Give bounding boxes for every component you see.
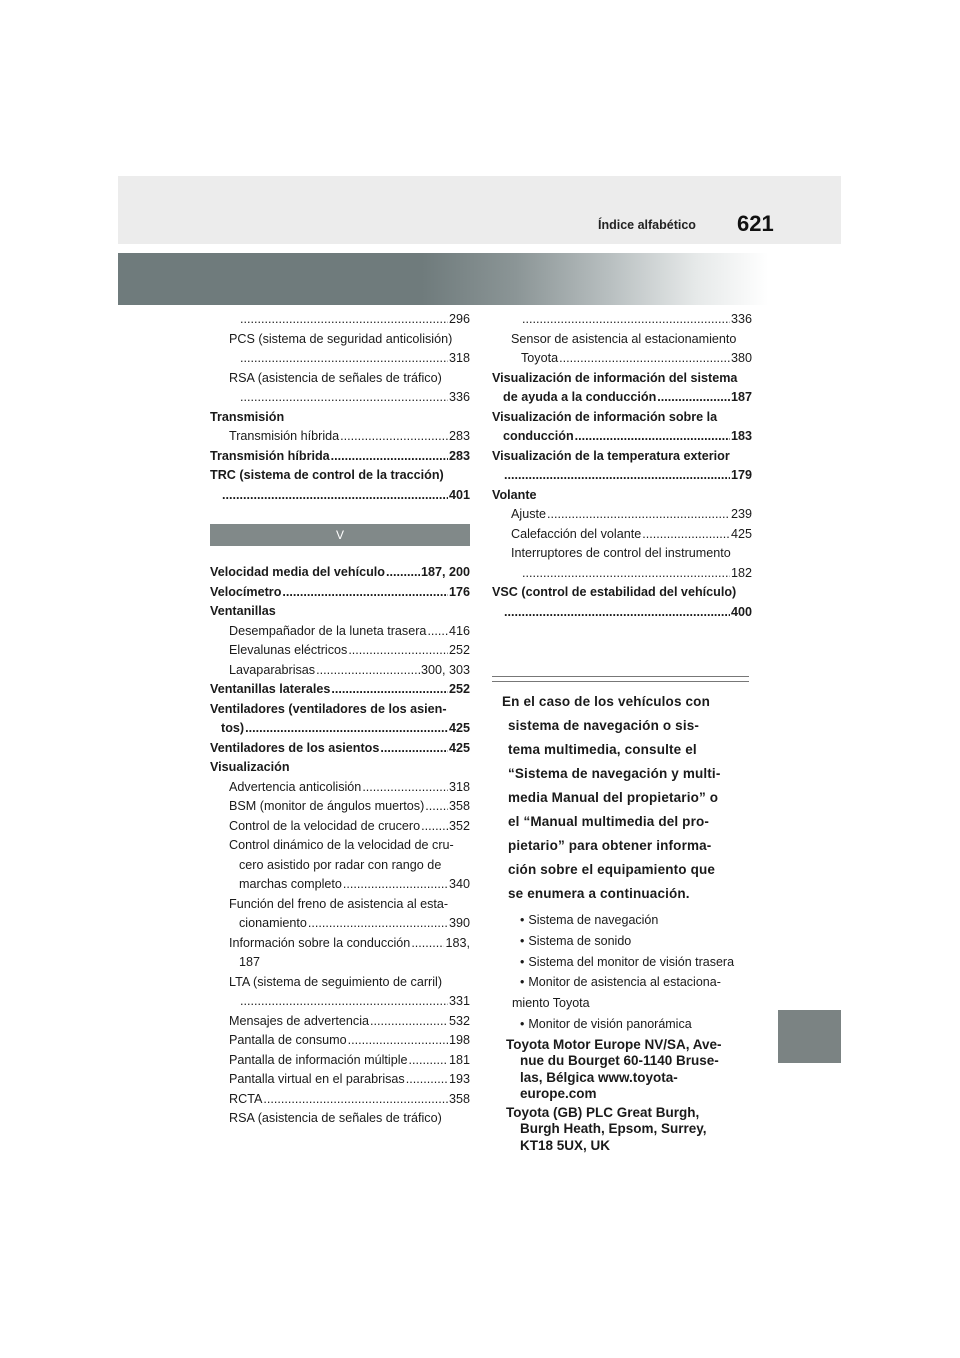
notes-lead-line: pietario” para obtener informa-: [508, 838, 712, 853]
index-entry: [210, 934, 470, 954]
bullet-text: Sistema del monitor de visión trasera: [528, 954, 735, 969]
dot-leader: [240, 992, 448, 1012]
index-entry-label: Toyota: [521, 351, 559, 365]
index-entry: [210, 719, 470, 739]
index-entry: Visualización de la temperatura exterior: [492, 448, 730, 463]
address-toyota-gb: [492, 1105, 754, 1155]
index-entry-label: Velocímetro: [210, 584, 282, 599]
index-entry: [210, 739, 470, 759]
dot-leader: [522, 564, 730, 584]
index-entry: [210, 563, 470, 583]
index-entry-page: 425: [448, 740, 470, 755]
index-entry: [210, 817, 470, 837]
index-entry: [210, 583, 470, 603]
address-line: Toyota Motor Europe NV/SA, Ave-: [506, 1036, 722, 1052]
index-entry-label: Lavaparabrisas: [229, 662, 316, 677]
index-entry: LTA (sistema de seguimiento de carril): [229, 974, 443, 989]
index-entry-page: 252: [448, 643, 470, 657]
dot-leader: [575, 427, 730, 447]
dot-leader: [380, 739, 448, 759]
dot-leader: [504, 603, 730, 623]
index-entry-label: Transmisión híbrida: [210, 448, 330, 463]
notes-divider: [492, 676, 749, 682]
index-entry-page: 380: [730, 351, 752, 365]
index-entry-page: 300, 303: [420, 662, 470, 677]
index-entry-label: Transmisión híbrida: [229, 429, 340, 443]
index-entry-page: 390: [448, 916, 470, 930]
address-line: Burgh Heath, Epsom, Surrey,: [520, 1121, 707, 1137]
index-entry: [492, 427, 752, 447]
index-entry-label: Pantalla de información múltiple: [229, 1052, 408, 1067]
index-entry: [492, 525, 752, 545]
index-entry-page: 358: [448, 799, 470, 813]
index-entry-page: 179: [730, 468, 752, 482]
index-entry-page: 340: [448, 877, 470, 891]
dot-leader: [362, 778, 448, 798]
index-entry-label: BSM (monitor de ángulos muertos): [229, 799, 425, 813]
index-entry: PCS (sistema de seguridad anticolisión): [229, 331, 453, 346]
index-entry-page: 336: [448, 390, 470, 404]
index-entry-label: Calefacción del volante: [511, 526, 642, 541]
dot-leader: [559, 349, 730, 369]
index-entry: Interruptores de control del instrumento: [511, 546, 731, 560]
index-entry: VSC (control de estabilidad del vehículo): [492, 585, 737, 599]
bullet-dot-icon: •: [520, 975, 525, 990]
index-entry-label: RCTA: [229, 1091, 263, 1106]
index-entry: [210, 641, 470, 661]
index-entry: [210, 447, 470, 467]
index-entry-page: 252: [448, 682, 470, 696]
dot-leader: [348, 641, 448, 661]
address-line: europe.com: [520, 1086, 597, 1102]
dot-leader: [409, 1051, 448, 1071]
index-entry-page: 187: [730, 390, 752, 404]
bullet-text: Monitor de visión panorámica: [528, 1016, 692, 1031]
index-entry: Visualización de información del sistema: [492, 370, 738, 385]
bullet-item: [492, 1014, 754, 1035]
dot-leader: [308, 914, 448, 934]
index-entry: [210, 797, 470, 817]
index-entry-page: 532: [448, 1013, 470, 1028]
index-entry: [210, 1090, 470, 1110]
bullet-text: Sistema de navegación: [528, 913, 659, 927]
index-entry-page: 182: [730, 565, 752, 580]
dot-leader: [370, 1012, 448, 1032]
dot-leader: [240, 349, 448, 369]
bullet-text: Sistema de sonido: [528, 933, 632, 948]
address-line: Toyota (GB) PLC Great Burgh,: [506, 1104, 700, 1120]
dot-leader: [348, 1031, 448, 1051]
dot-leader: [547, 505, 730, 525]
index-entry: [210, 914, 470, 934]
index-entry-page: 239: [730, 507, 752, 521]
index-entry-page: 193: [448, 1072, 470, 1086]
index-entry-label: cionamiento: [239, 916, 307, 930]
index-entry-page: 400: [730, 604, 752, 619]
index-entry: cero asistido por radar con rango de: [239, 857, 442, 872]
index-entry: [210, 992, 470, 1012]
bullet-dot-icon: •: [520, 1016, 525, 1031]
dot-leader: [222, 486, 448, 506]
dot-leader: [421, 817, 448, 837]
index-entry: [492, 466, 752, 486]
letter-heading-v: V: [210, 524, 470, 546]
bullet-dot-icon: •: [520, 933, 525, 948]
index-entry-page: 358: [448, 1091, 470, 1106]
bullet-text: Monitor de asistencia al estaciona-: [528, 975, 721, 990]
index-entry: [210, 1070, 470, 1090]
index-entry-page: 425: [730, 526, 752, 541]
index-entry: [210, 486, 470, 506]
index-entry: [210, 875, 470, 895]
index-entry: [210, 1031, 470, 1051]
index-entry: [210, 310, 470, 330]
bullet-item: [492, 910, 754, 931]
index-entry-label: marchas completo: [239, 877, 342, 891]
index-entry-page: 176: [448, 584, 470, 599]
index-entry-page: 318: [448, 351, 470, 365]
index-entry-page: 183,: [445, 935, 470, 950]
index-entry: [210, 680, 470, 700]
notes-box: [492, 690, 754, 1154]
index-entry: Función del freno de asistencia al esta-: [229, 896, 449, 911]
index-entry-label: Mensajes de advertencia: [229, 1013, 370, 1028]
index-entry-label: tos): [221, 721, 245, 735]
dot-leader: [331, 680, 448, 700]
index-entry-page: 336: [730, 312, 752, 326]
index-entries-v-continued: [492, 310, 752, 622]
dot-leader: [411, 934, 444, 954]
index-entry-label: Ventiladores de los asientos: [210, 740, 380, 755]
dot-leader: [642, 525, 730, 545]
notes-bullet-list: [492, 910, 754, 1035]
dot-leader: [245, 719, 448, 739]
notes-lead-text: [492, 690, 754, 906]
bullet-item: [492, 993, 754, 1014]
index-entry-label: Pantalla de consumo: [229, 1033, 347, 1047]
notes-lead-line: “Sistema de navegación y multi-: [508, 766, 721, 781]
page-number: 621: [737, 211, 774, 236]
index-entry: [210, 778, 470, 798]
notes-lead-line: ción sobre el equipamiento que: [508, 862, 716, 877]
index-entry-page: 296: [448, 312, 470, 326]
bullet-dot-icon: •: [520, 954, 525, 969]
index-entry: [210, 349, 470, 369]
index-entry-page: 401: [448, 487, 470, 502]
index-entry: Control dinámico de la velocidad de cru-: [229, 838, 454, 852]
index-entry: [210, 622, 470, 642]
index-entry-label: Pantalla virtual en el parabrisas: [229, 1072, 405, 1086]
index-entry-label: Desempañador de la luneta trasera: [229, 623, 427, 638]
dot-leader: [240, 310, 448, 330]
dot-leader: [504, 466, 730, 486]
index-entry: [492, 505, 752, 525]
thumb-index-tab: [778, 1010, 841, 1063]
index-entry-page: 183: [730, 429, 752, 443]
index-entry: TRC (sistema de control de la tracción): [210, 468, 444, 482]
dot-leader: [343, 875, 448, 895]
dot-leader: [406, 1070, 448, 1090]
dot-leader: [386, 563, 420, 583]
address-line: nue du Bourget 60-1140 Bruse-: [520, 1053, 719, 1069]
dot-leader: [425, 797, 448, 817]
index-entry-label: Advertencia anticolisión: [229, 779, 362, 794]
index-entry: RSA (asistencia de señales de tráfico): [229, 370, 442, 385]
index-entry-label: conducción: [503, 429, 574, 443]
index-entry-page: 331: [448, 994, 470, 1008]
bullet-item: [492, 952, 754, 973]
address-toyota-europe: [492, 1037, 754, 1103]
index-entry: [492, 310, 752, 330]
bullet-item: [492, 931, 754, 952]
decorative-band: [118, 253, 841, 305]
bullet-text: miento Toyota: [512, 996, 590, 1011]
index-entry-label: Ajuste: [511, 507, 547, 521]
index-entry-label: Ventanillas laterales: [210, 682, 331, 696]
index-entry-page: 352: [448, 818, 470, 833]
index-entry: RSA (asistencia de señales de tráfico): [229, 1111, 442, 1125]
index-entries-v-group: [210, 563, 470, 1129]
index-entry: [492, 603, 752, 623]
index-entry: [492, 388, 752, 408]
index-entry: Transmisión: [210, 409, 285, 424]
index-entry-page: 416: [448, 623, 470, 638]
index-entry-page: 181: [448, 1052, 470, 1067]
dot-leader: [340, 427, 448, 447]
index-entry-label: de ayuda a la conducción: [503, 390, 657, 404]
index-entry: Visualización de información sobre la: [492, 409, 718, 424]
header-bar: [118, 176, 841, 244]
index-entry-label: Información sobre la conducción: [229, 935, 411, 950]
dot-leader: [427, 622, 448, 642]
index-entry-label: Velocidad media del vehículo: [210, 565, 385, 579]
index-entry: 187: [239, 955, 261, 969]
notes-lead-line: tema multimedia, consulte el: [508, 742, 697, 757]
notes-lead-line: media Manual del propietario” o: [508, 790, 719, 805]
dot-leader: [316, 661, 420, 681]
dot-leader: [657, 388, 730, 408]
address-line: KT18 5UX, UK: [520, 1137, 611, 1153]
index-column-left: [210, 310, 470, 1129]
dot-leader: [522, 310, 730, 330]
index-entry: Ventiladores (ventiladores de los asien-: [210, 701, 447, 716]
index-entry: [210, 1051, 470, 1071]
index-entry: [210, 661, 470, 681]
index-entry: Visualización: [210, 760, 290, 774]
index-entry: Volante: [492, 487, 537, 502]
notes-lead-line: sistema de navegación o sis-: [508, 718, 700, 733]
header-section-title: Índice alfabético: [598, 218, 696, 232]
bullet-item: [492, 972, 754, 993]
index-entry: [492, 349, 752, 369]
index-entry: [210, 388, 470, 408]
index-entry: [210, 427, 470, 447]
index-entry-page: 283: [448, 429, 470, 443]
index-entry-page: 187, 200: [420, 565, 470, 579]
index-entry: [210, 1012, 470, 1032]
index-entry: [492, 564, 752, 584]
index-entry: Ventanillas: [210, 604, 276, 618]
index-entry-page: 425: [448, 721, 470, 735]
index-entries-t-group: [210, 310, 470, 505]
dot-leader: [263, 1090, 448, 1110]
notes-lead-line: En el caso de los vehículos con: [502, 694, 710, 709]
index-column-right: [492, 310, 752, 622]
index-entry-label: Elevalunas eléctricos: [229, 643, 348, 657]
address-line: las, Bélgica www.toyota-: [520, 1069, 678, 1085]
index-entry-page: 318: [448, 779, 470, 794]
bullet-dot-icon: •: [520, 913, 525, 927]
dot-leader: [240, 388, 448, 408]
notes-lead-line: el “Manual multimedia del pro-: [508, 814, 710, 829]
index-entry-page: 283: [448, 448, 470, 463]
index-entry-page: 198: [448, 1033, 470, 1047]
dot-leader: [282, 583, 448, 603]
index-entry: Sensor de asistencia al estacionamiento: [511, 331, 737, 346]
dot-leader: [331, 447, 448, 467]
notes-lead-line: se enumera a continuación.: [508, 886, 690, 901]
index-entry-label: Control de la velocidad de crucero: [229, 818, 421, 833]
